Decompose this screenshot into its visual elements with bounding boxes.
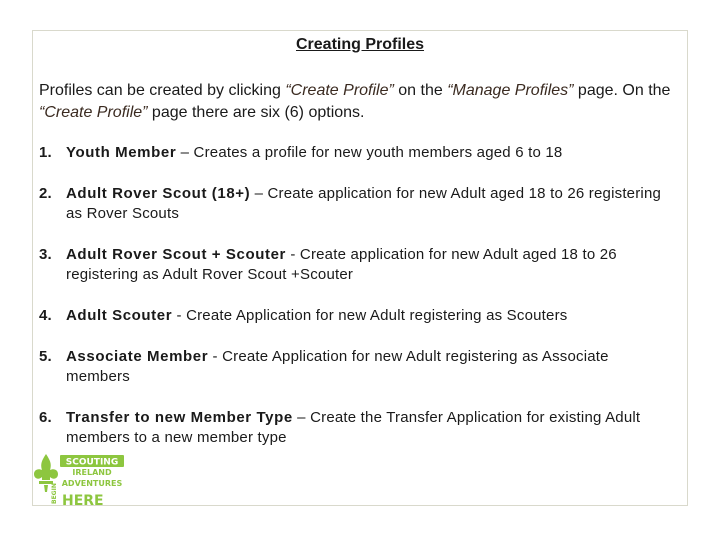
item-number: 3. (39, 246, 52, 263)
intro-text-4: page there are six (6) options. (147, 104, 365, 121)
create-profile-reference-2: “Create Profile” (39, 104, 148, 121)
logo-text-ireland: IRELAND (72, 468, 112, 477)
item-heading: Adult Rover Scout (18+) (66, 185, 251, 202)
logo-text-here: HERE (62, 493, 104, 508)
item-number: 6. (39, 409, 52, 426)
item-number: 2. (39, 185, 52, 202)
intro-text-1: Profiles can be created by clicking (39, 82, 286, 99)
list-item (39, 245, 674, 285)
scouting-ireland-logo (32, 452, 128, 508)
list-item (39, 143, 674, 163)
item-heading: Associate Member (66, 348, 209, 365)
item-description: – Create the Transfer Application for existing Adult members to a new member type (66, 409, 641, 446)
list-item (39, 408, 674, 448)
item-description: - Create Application for new Adult registering as Scouters (172, 307, 568, 324)
item-number: 5. (39, 348, 52, 365)
item-description: – Create application for new Adult aged 18 to 26 registering as Rover Scouts (66, 185, 662, 222)
item-heading: Transfer to new Member Type (66, 409, 293, 426)
list-item (39, 347, 674, 387)
list-item (39, 184, 674, 224)
item-heading: Adult Rover Scout + Scouter (66, 246, 286, 263)
list-item (39, 306, 674, 326)
item-description: – Creates a profile for new youth members aged 6 to 18 (176, 144, 563, 161)
item-heading: Adult Scouter (66, 307, 173, 324)
page-title (0, 36, 720, 54)
intro-paragraph (39, 80, 679, 124)
item-number: 4. (39, 307, 52, 324)
intro-text-3: page. On the (573, 82, 671, 99)
logo-text-begin: BEGIN (51, 483, 58, 504)
logo-text-scouting: SCOUTING (65, 457, 119, 468)
item-heading: Youth Member (66, 144, 177, 161)
logo-text-adventures: ADVENTURES (61, 479, 123, 488)
item-description: - Create application for new Adult aged 18 to 26 registering as Adult Rover Scout +Scouter (66, 246, 617, 283)
intro-text-2: on the (393, 82, 448, 99)
manage-profiles-reference: “Manage Profiles” (447, 82, 574, 99)
item-number: 1. (39, 144, 52, 161)
create-profile-reference: “Create Profile” (285, 82, 394, 99)
item-description: - Create Application for new Adult registering as Associate members (66, 348, 609, 385)
page-title-text: Creating Profiles (295, 36, 425, 53)
